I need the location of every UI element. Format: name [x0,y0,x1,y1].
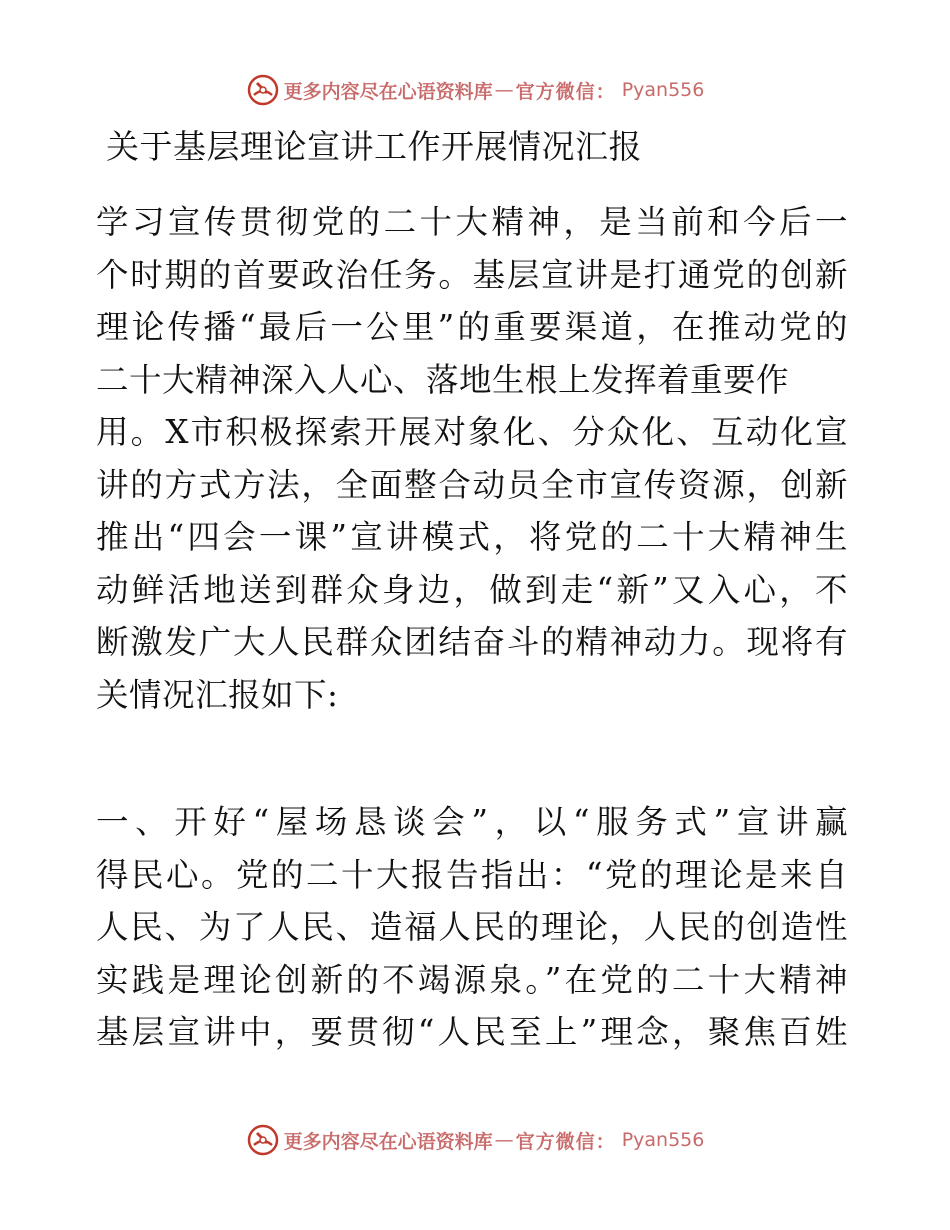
paragraph-line: 讲的方式方法，全面整合动员全市宣传资源，创新 [96,465,848,504]
header-wechat-id: Pyan556 [621,79,705,101]
footer-watermark-banner [0,1120,950,1160]
paragraph-line: 基层宣讲中，要贯彻“人民至上”理念，聚焦百姓 [96,1013,848,1051]
paragraph-line: 理论传播“最后一公里”的重要渠道，在推动党的 [96,308,848,346]
footer-site-text: 更多内容尽在心语资料库 [283,1130,493,1153]
paragraph-line: 推出“四会一课”宣讲模式，将党的二十大精神生 [96,518,848,556]
footer-dash: — [494,1129,514,1151]
header-official-text: 官方微信： [515,80,616,103]
header-watermark-banner [0,70,950,110]
paragraph-line: 得民心。党的二十大报告指出：“党的理论是来自 [96,855,848,894]
body-paragraph-2 [96,796,848,1059]
paragraph-line: 关情况汇报如下: [96,675,339,714]
header-site-text: 更多内容尽在心语资料库 [283,80,493,103]
body-paragraph-1 [96,196,848,721]
paragraph-line: 人民、为了人民、造福人民的理论，人民的创造性 [96,908,848,946]
footer-official-text: 官方微信： [515,1130,616,1153]
paragraph-line: 用。X市积极探索开展对象化、分众化、互动化宣 [96,413,848,451]
paragraph-line: 一、开好“屋场恳谈会”，以“服务式”宣讲赢 [96,803,848,841]
paragraph-line: 实践是理论创新的不竭源泉。”在党的二十大精神 [96,960,848,999]
paragraph-line: 学习宣传贯彻党的二十大精神，是当前和今后一 [96,203,848,241]
paragraph-line: 二十大精神深入人心、落地生根上发挥着重要作 [96,360,790,399]
header-dash: — [494,79,514,101]
footer-wechat-id: Pyan556 [621,1129,705,1151]
red-book-pen-logo-icon [246,73,280,107]
document-title: 关于基层理论宣讲工作开展情况汇报 [106,127,642,166]
paragraph-line: 个时期的首要政治任务。基层宣讲是打通党的创新 [96,255,848,294]
paragraph-line: 动鲜活地送到群众身边，做到走“新”又入心，不 [96,570,848,609]
red-book-pen-logo-icon [246,1123,280,1157]
paragraph-line: 断激发广大人民群众团结奋斗的精神动力。现将有 [96,623,848,661]
